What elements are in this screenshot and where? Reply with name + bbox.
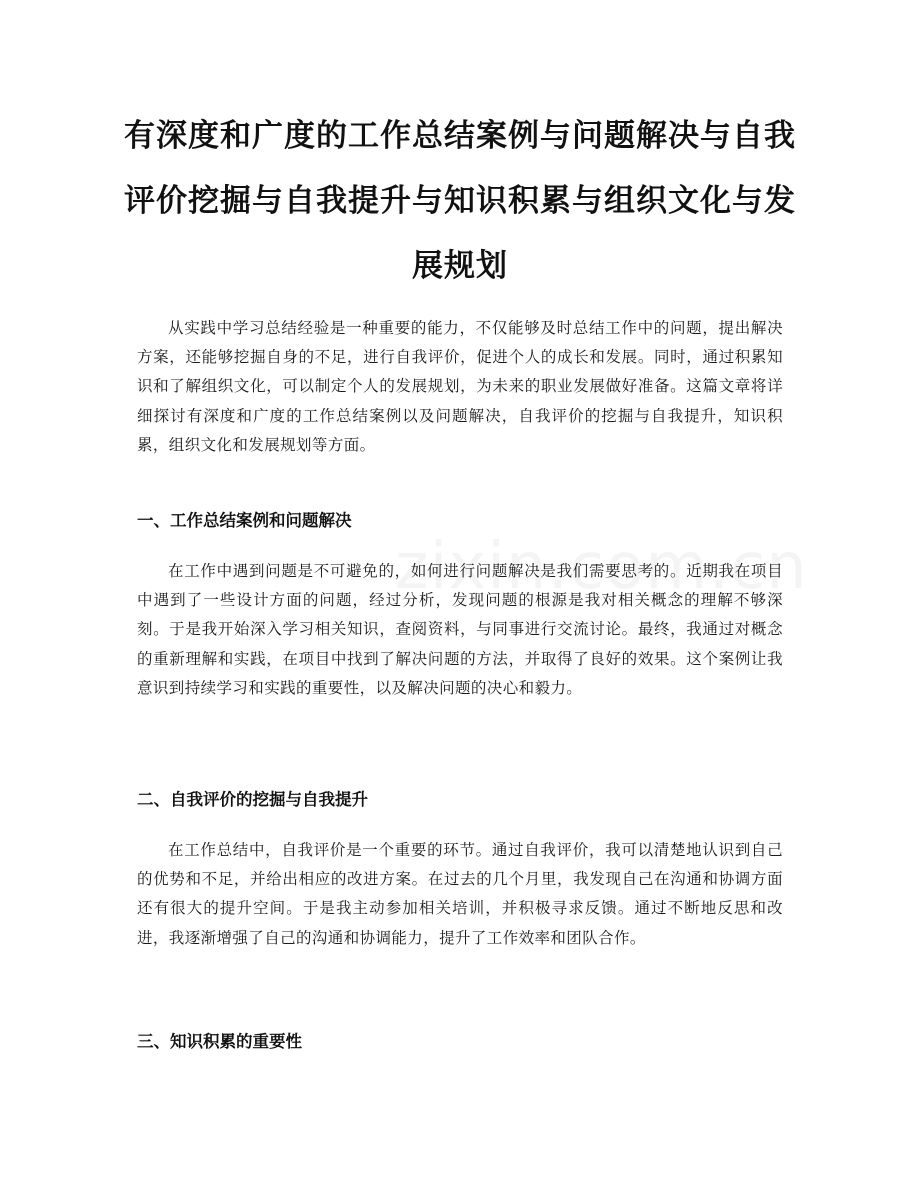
section-3-heading: 三、知识积累的重要性 xyxy=(137,1032,302,1051)
intro-paragraph: 从实践中学习总结经验是一种重要的能力，不仅能够及时总结工作中的问题，提出解决方案，还能够挖掘自身的不足，进行自我评价，促进个人的成长和发展。同时，通过积累知识和了解组织文化，可以制定个人的发展规划，为未来的职业发展做好准备。这篇文章将详细探讨有深度和广度的工作总结案例以及问题解决，自我评价的挖掘与自我提升，知识积累，组织文化和发展规划等方面。 xyxy=(137,319,783,454)
section-2-heading: 二、自我评价的挖掘与自我提升 xyxy=(137,790,368,809)
document-title: 有深度和广度的工作总结案例与问题解决与自我评价挖掘与自我提升与知识积累与组织文化与发展规划 xyxy=(124,118,796,284)
section-1-heading: 一、工作总结案例和问题解决 xyxy=(137,511,352,530)
section-1-body: 在工作中遇到问题是不可避免的，如何进行问题解决是我们需要思考的。近期我在项目中遇到了一些设计方面的问题，经过分析，发现问题的根源是我对相关概念的理解不够深刻。于是我开始深入学习相关知识，查阅资料，与同事进行交流讨论。最终，我通过对概念的重新理解和实践，在项目中找到了解决问题的方法，并取得了良好的效果。这个案例让我意识到持续学习和实践的重要性，以及解决问题的决心和毅力。 xyxy=(137,562,783,697)
section-2-body: 在工作总结中，自我评价是一个重要的环节。通过自我评价，我可以清楚地认识到自己的优势和不足，并给出相应的改进方案。在过去的几个月里，我发现自己在沟通和协调方面还有很大的提升空间。于是我主动参加相关培训，并积极寻求反馈。通过不断地反思和改进，我逐渐增强了自己的沟通和协调能力，提升了工作效率和团队合作。 xyxy=(137,841,783,947)
